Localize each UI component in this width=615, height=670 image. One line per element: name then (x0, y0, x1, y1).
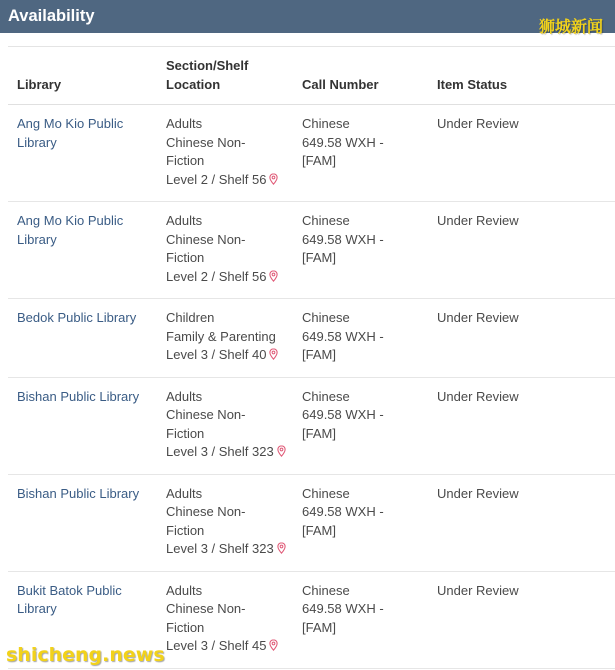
map-pin-icon[interactable] (269, 172, 278, 184)
item-status-cell: Under Review (428, 299, 615, 378)
table-row (8, 105, 615, 202)
shelf-label: Level 2 / Shelf 56 (166, 268, 267, 284)
library-name-link[interactable]: Bedok Public Library (8, 299, 157, 378)
table-row (8, 474, 615, 571)
item-status-cell: Under Review (428, 105, 615, 202)
call-number-cell: Chinese 649.58 WXH - [FAM] (293, 474, 428, 571)
availability-title: Availability (8, 7, 95, 25)
map-pin-icon[interactable] (269, 347, 278, 359)
table-row (8, 299, 615, 378)
shelf-location-cell: Adults Chinese Non- Fiction Level 3 / Shelf 323 (157, 474, 293, 571)
shelf-location-cell: Adults Chinese Non- Fiction Level 2 / Shelf 56 (157, 105, 293, 202)
library-name-link[interactable]: Bukit Batok Public Library (8, 571, 157, 668)
shelf-label: Level 3 / Shelf 45 (166, 638, 267, 653)
library-name-link[interactable]: Bishan Public Library (8, 474, 157, 571)
table-row (8, 377, 615, 474)
table-body (8, 105, 615, 669)
shelf-location-cell: Children Family & Parenting Level 3 / Shelf 40 (157, 299, 293, 378)
map-pin-icon[interactable] (269, 269, 278, 281)
library-name-link[interactable]: Bishan Public Library (8, 377, 157, 474)
shelf-label: Level 3 / Shelf 323 (166, 444, 274, 459)
library-name-link[interactable]: Ang Mo Kio Public Library (8, 105, 157, 202)
library-name-link[interactable]: Ang Mo Kio Public Library (8, 202, 157, 299)
column-header-status: Item Status (428, 47, 615, 105)
column-header-call-number: Call Number (293, 47, 428, 105)
table-header-row (8, 47, 615, 105)
item-status-cell: Under Review (428, 377, 615, 474)
availability-panel (8, 46, 615, 669)
availability-table (8, 47, 615, 669)
shelf-label: Level 2 / Shelf 56 (166, 171, 267, 187)
call-number-cell: Chinese 649.58 WXH - [FAM] (293, 299, 428, 378)
item-status-cell: Under Review (428, 474, 615, 571)
shelf-label: Level 3 / Shelf 40 (166, 347, 267, 362)
shelf-location-cell: Adults Chinese Non- Fiction Level 3 / Shelf 323 (157, 377, 293, 474)
call-number-cell: Chinese 649.58 WXH - [FAM] (293, 377, 428, 474)
watermark-bottom: shicheng.news (6, 644, 165, 666)
column-header-library: Library (8, 47, 157, 105)
availability-header (0, 0, 615, 33)
call-number-cell: Chinese 649.58 WXH - [FAM] (293, 105, 428, 202)
column-header-section: Section/Shelf Location (157, 47, 293, 105)
item-status-cell: Under Review (428, 202, 615, 299)
shelf-location-cell: Adults Chinese Non- Fiction Level 2 / Shelf 56 (157, 202, 293, 299)
watermark-top: 狮城新闻 (538, 17, 603, 36)
shelf-location-cell: Adults Chinese Non- Fiction Level 3 / Shelf 45 (157, 571, 293, 668)
shelf-label: Level 3 / Shelf 323 (166, 541, 274, 556)
table-row (8, 202, 615, 299)
call-number-cell: Chinese 649.58 WXH - [FAM] (293, 571, 428, 668)
item-status-cell: Under Review (428, 571, 615, 668)
map-pin-icon[interactable] (277, 444, 286, 456)
call-number-cell: Chinese 649.58 WXH - [FAM] (293, 202, 428, 299)
map-pin-icon[interactable] (269, 638, 278, 650)
map-pin-icon[interactable] (277, 541, 286, 553)
